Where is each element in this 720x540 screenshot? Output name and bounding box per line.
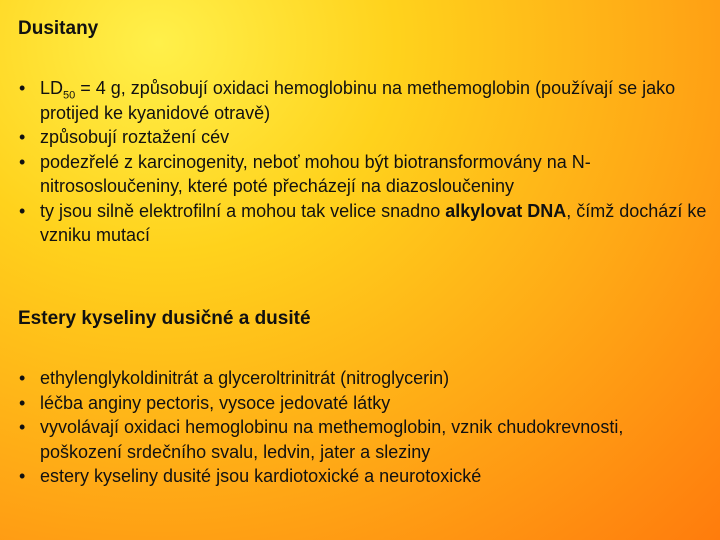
bold-term-alkylovat-dna: alkylovat DNA bbox=[445, 200, 567, 221]
bullet-text: = 4 g, způsobují oxidaci hemoglobinu na methemoglobin (používají se jako protijed ke kyanidové otravě) bbox=[40, 78, 676, 123]
bullet-icon: • bbox=[19, 200, 26, 221]
ld50-label: LD bbox=[40, 78, 64, 98]
bullet-list-dusitany bbox=[18, 76, 708, 248]
list-item bbox=[18, 415, 708, 464]
list-item bbox=[18, 391, 708, 416]
ld50-subscript: 50 bbox=[63, 89, 76, 102]
list-item bbox=[18, 366, 708, 391]
bullet-icon: • bbox=[19, 127, 26, 147]
bullet-icon: • bbox=[19, 392, 26, 413]
bullet-text: ethylenglykoldinitrát a glyceroltrinitrát (nitroglycerin) bbox=[40, 368, 450, 388]
list-item bbox=[18, 199, 708, 248]
bullet-list-estery bbox=[18, 366, 708, 489]
list-item bbox=[18, 125, 708, 150]
list-item bbox=[18, 150, 708, 199]
bullet-text: způsobují roztažení cév bbox=[40, 127, 230, 147]
bullet-text: léčba anginy pectoris, vysoce jedovaté látky bbox=[40, 392, 391, 413]
bullet-icon: • bbox=[19, 78, 26, 98]
list-item bbox=[18, 76, 708, 125]
bullet-icon: • bbox=[19, 466, 26, 486]
bullet-icon: • bbox=[19, 151, 26, 172]
list-item bbox=[18, 464, 708, 489]
bullet-text: podezřelé z karcinogenity, neboť mohou být biotransformovány na N-nitrososloučeniny, které poté přecházejí na diazosloučeniny bbox=[40, 151, 591, 196]
bullet-text: vyvolávají oxidaci hemoglobinu na methemoglobin, vznik chudokrevnosti, poškození srdečního svalu, ledvin, jater a sleziny bbox=[40, 417, 624, 462]
bullet-icon: • bbox=[19, 368, 26, 388]
bullet-icon: • bbox=[19, 417, 26, 437]
bullet-text: ty jsou silně elektrofilní a mohou tak velice snadno bbox=[40, 200, 446, 221]
section-title-dusitany: Dusitany bbox=[18, 18, 99, 39]
bullet-text: estery kyseliny dusité jsou kardiotoxické a neurotoxické bbox=[40, 466, 482, 486]
section-title-estery: Estery kyseliny dusičné a dusité bbox=[18, 308, 311, 329]
bullet-text: , čímž dochází ke vzniku mutací bbox=[40, 200, 707, 245]
